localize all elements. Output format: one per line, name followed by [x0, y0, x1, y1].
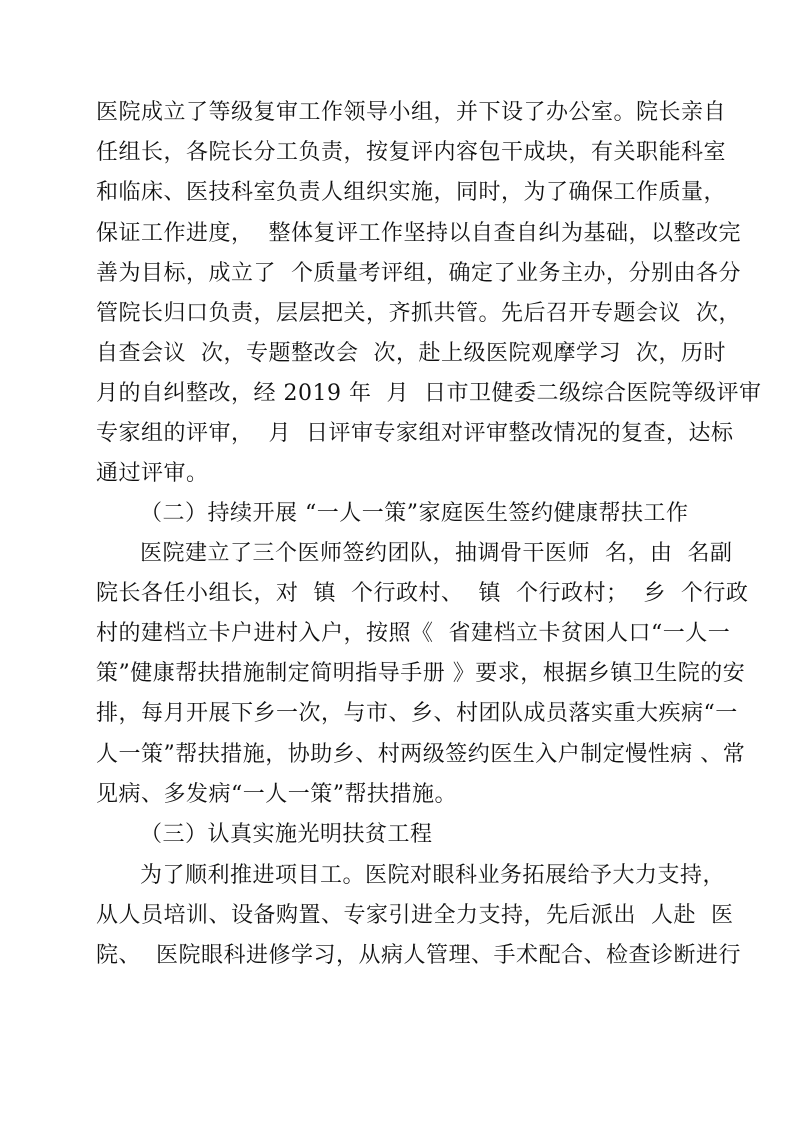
paragraph-line: 院、 医院眼科进修学习，从病人管理、手术配合、检查诊断进行: [96, 943, 741, 968]
paragraph-line: 策”健康帮扶措施制定简明指导手册 》要求，根据乡镇卫生院的安: [96, 661, 746, 686]
paragraph-line: 从人员培训、设备购置、专家引进全力支持，先后派出 人赴 医: [96, 903, 734, 928]
paragraph-line: 院长各任小组长，对 镇 个行政村、 镇 个行政村； 乡 个行政: [96, 581, 749, 606]
paragraph-line: 医院成立了等级复审工作领导小组，并下设了办公室。院长亲自: [96, 100, 727, 125]
paragraph-line: 专家组的评审， 月 日评审专家组对评审整改情况的复查，达标: [96, 421, 734, 446]
paragraph-line: 管院长归口负责，层层把关，齐抓共管。先后召开专题会议 次，: [96, 301, 741, 326]
paragraph-line: 为了顺利推进项目工。医院对眼科业务拓展给予大力支持，: [140, 863, 726, 888]
paragraph-line: 见病、多发病“一人一策”帮扶措施。: [96, 782, 457, 807]
paragraph-line: 月的自纠整改，经 2019 年 月 日市卫健委二级综合医院等级评审: [96, 381, 762, 406]
section-heading: （二）持续开展 “一人一策”家庭医生签约健康帮扶工作: [140, 501, 689, 526]
paragraph-line: 村的建档立卡户进村入户，按照《 省建档立卡贫困人口“一人一: [96, 621, 731, 646]
paragraph-line: 排，每月开展下乡一次，与市、乡、村团队成员落实重大疾病“一: [96, 701, 738, 726]
paragraph-line: 通过评审。: [96, 461, 209, 486]
paragraph-line: 和临床、医技科室负责人组织实施，同时，为了确保工作质量，: [96, 180, 727, 205]
paragraph-line: 人一策”帮扶措施，协助乡、村两级签约医生入户制定慢性病 、常: [96, 742, 746, 767]
paragraph-line: 保证工作进度， 整体复评工作坚持以自查自纠为基础，以整改完: [96, 221, 741, 246]
section-heading: （三）认真实施光明扶贫工程: [140, 822, 433, 847]
paragraph-line: 任组长，各院长分工负责，按复评内容包干成块，有关职能科室: [96, 140, 727, 165]
paragraph-line: 自查会议 次，专题整改会 次，赴上级医院观摩学习 次，历时: [96, 341, 726, 366]
paragraph-line: 善为目标，成立了 个质量考评组，确定了业务主办，分别由各分: [96, 261, 741, 286]
paragraph-line: 医院建立了三个医师签约团队，抽调骨干医师 名，由 名副: [140, 541, 733, 566]
